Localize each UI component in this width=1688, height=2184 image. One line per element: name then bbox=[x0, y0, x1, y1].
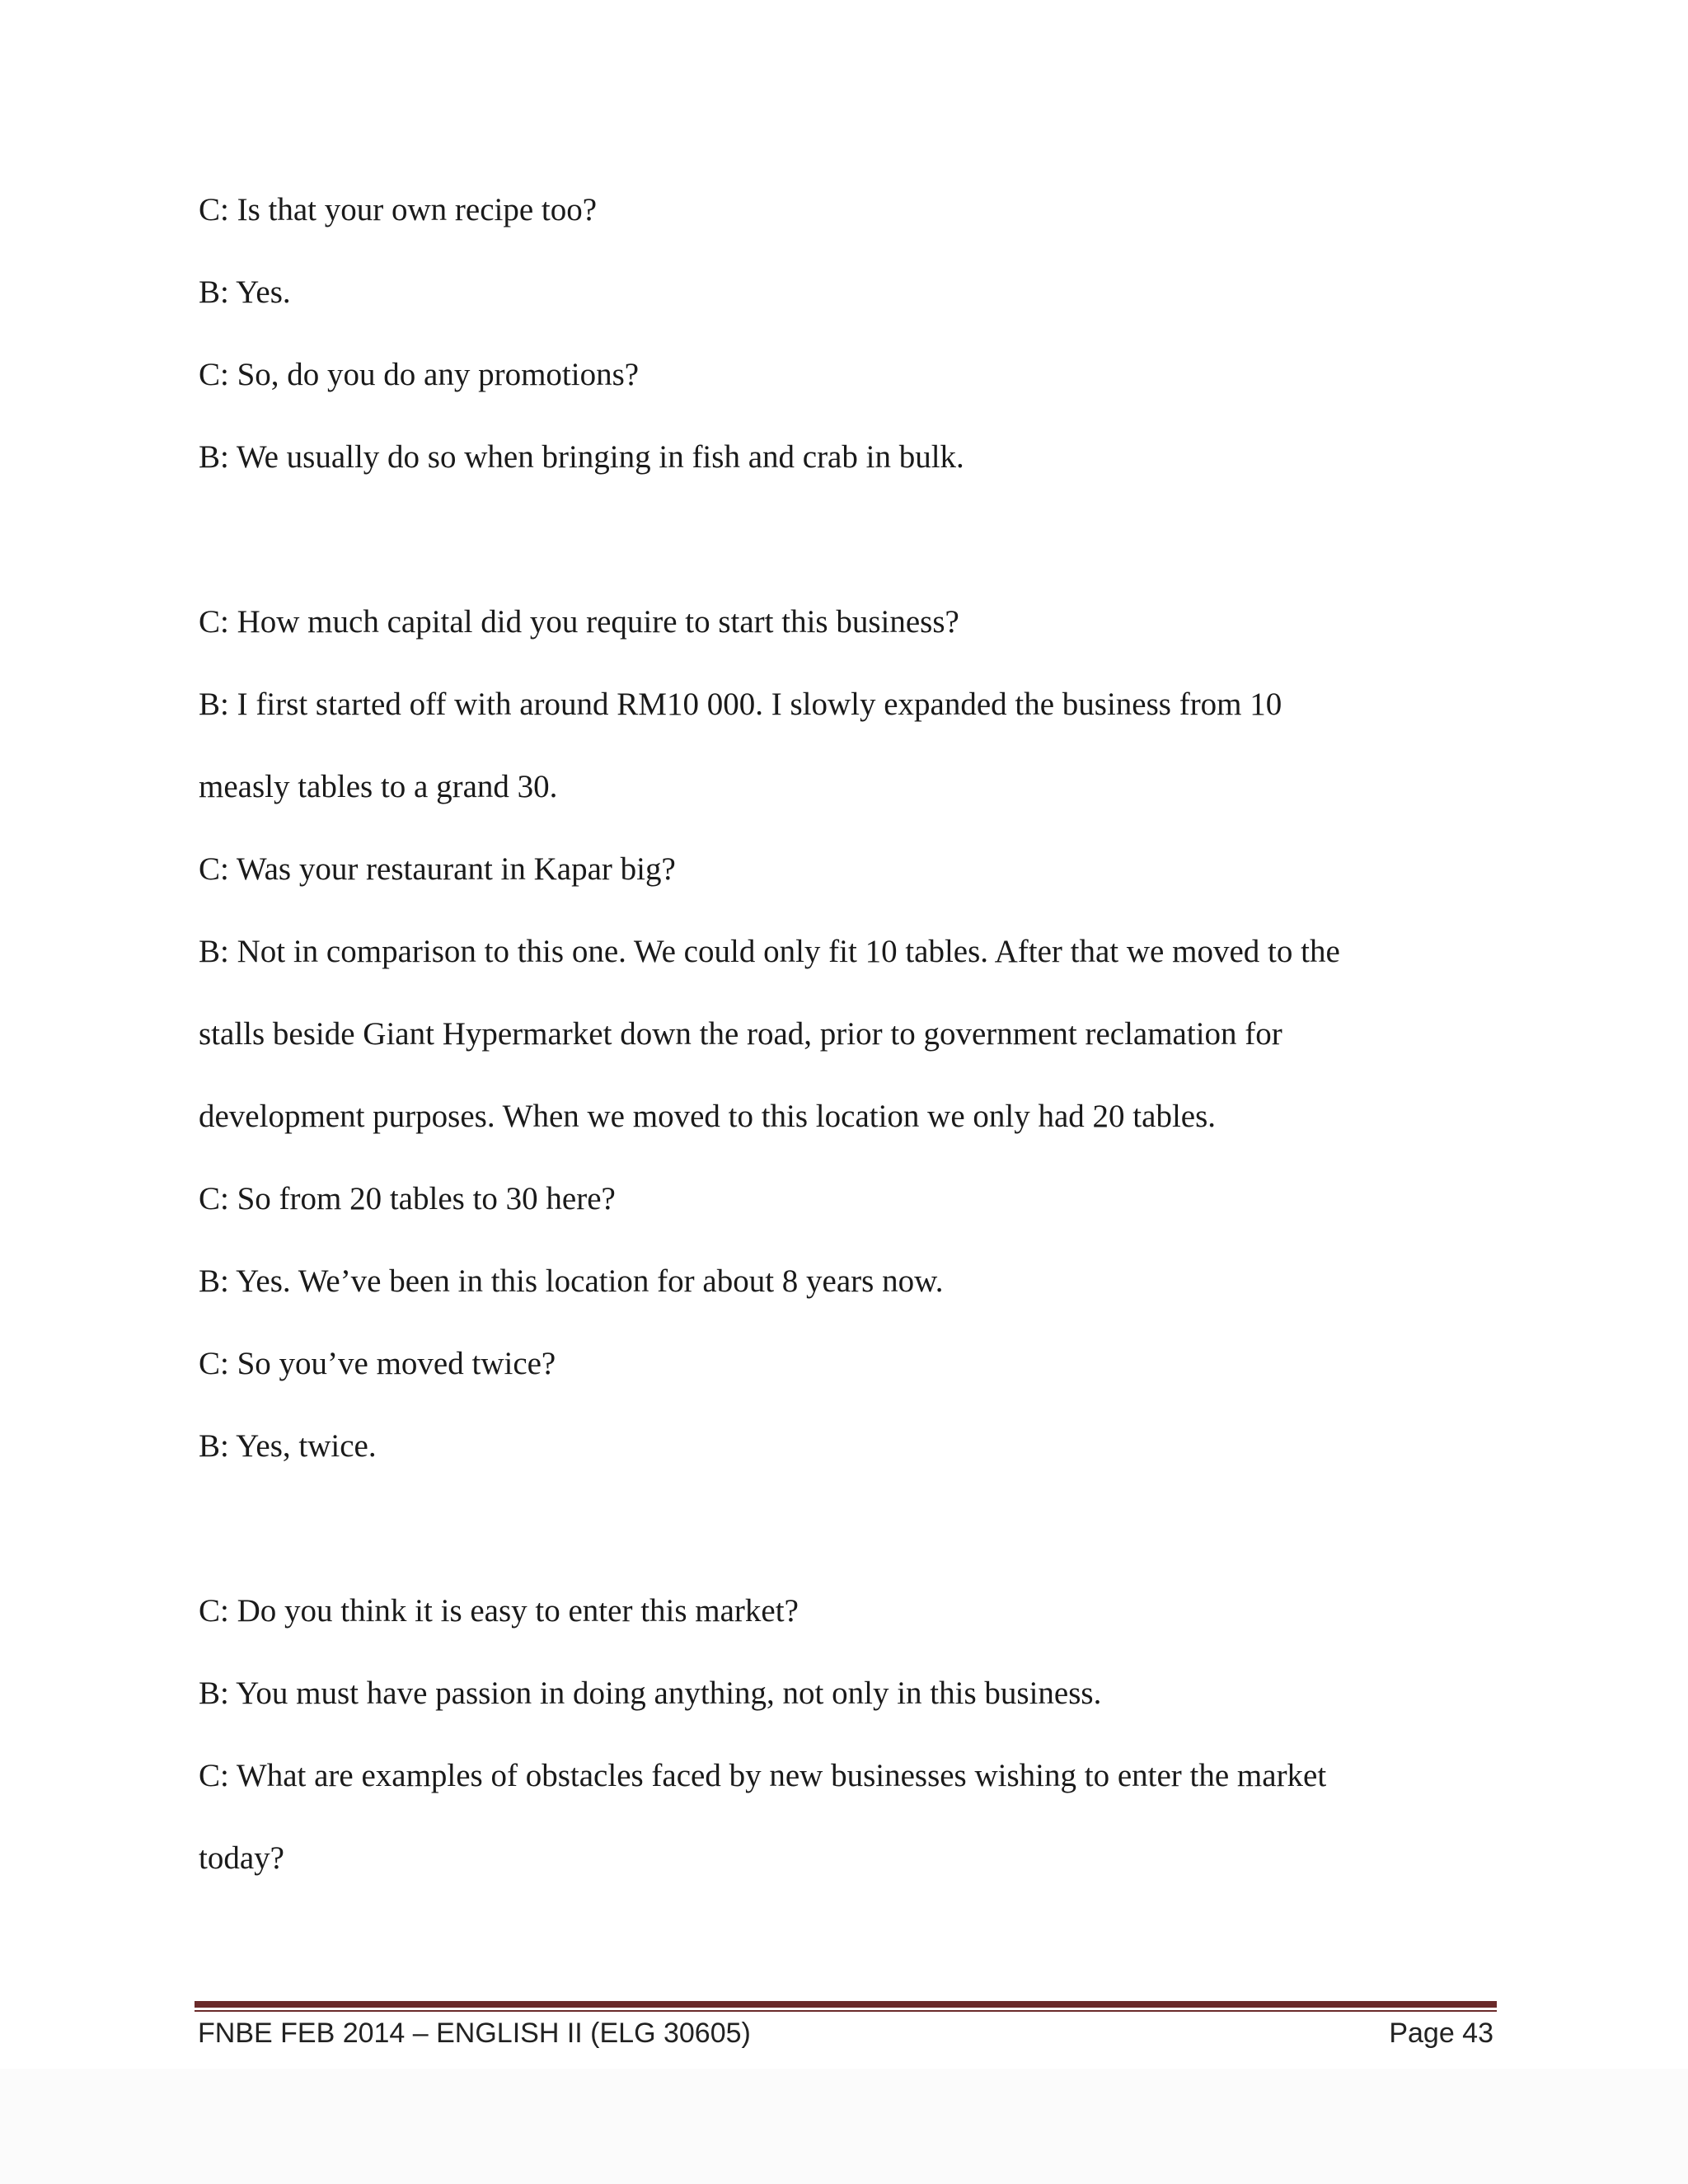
transcript-line: development purposes. When we moved to this location we only had 20 tables. bbox=[199, 1099, 1217, 1134]
transcript-line: measly tables to a grand 30. bbox=[199, 769, 558, 804]
transcript-line: B: Not in comparison to this one. We could only fit 10 tables. After that we moved to the bbox=[199, 934, 1340, 969]
paragraph-gap bbox=[199, 1508, 1501, 1591]
transcript-line: C: What are examples of obstacles faced by new businesses wishing to enter the market bbox=[199, 1758, 1327, 1793]
transcript-line: C: Is that your own recipe too? bbox=[199, 192, 598, 227]
page-bottom-margin bbox=[0, 2069, 1688, 2184]
transcript-line: B: You must have passion in doing anything, not only in this business. bbox=[199, 1675, 1102, 1711]
transcript-line: C: Do you think it is easy to enter this market? bbox=[199, 1593, 799, 1629]
footer-page-number: Page 43 bbox=[1389, 2018, 1493, 2049]
transcript-line: C: How much capital did you require to start this business? bbox=[199, 604, 959, 640]
transcript-line: C: So you’ve moved twice? bbox=[199, 1346, 556, 1381]
transcript-line: today? bbox=[199, 1840, 284, 1876]
transcript-line: C: So, do you do any promotions? bbox=[199, 357, 640, 392]
transcript-line: B: Yes, twice. bbox=[199, 1428, 377, 1464]
transcript-line: C: So from 20 tables to 30 here? bbox=[199, 1181, 616, 1216]
transcript-line: B: Yes. We’ve been in this location for about 8 years now. bbox=[199, 1263, 944, 1299]
interview-transcript bbox=[199, 190, 1501, 1920]
transcript-line: B: Yes. bbox=[199, 274, 291, 310]
transcript-line: stalls beside Giant Hypermarket down the road, prior to government reclamation for bbox=[199, 1016, 1282, 1052]
footer-divider-thin bbox=[195, 2010, 1497, 2012]
transcript-line: B: We usually do so when bringing in fish and crab in bulk. bbox=[199, 439, 964, 475]
paragraph-gap bbox=[199, 519, 1501, 602]
footer-course-title: FNBE FEB 2014 – ENGLISH II (ELG 30605) bbox=[198, 2018, 751, 2049]
transcript-line: B: I first started off with around RM10 000. I slowly expanded the business from 10 bbox=[199, 687, 1282, 722]
footer-divider bbox=[195, 2001, 1497, 2008]
transcript-line: C: Was your restaurant in Kapar big? bbox=[199, 851, 676, 887]
